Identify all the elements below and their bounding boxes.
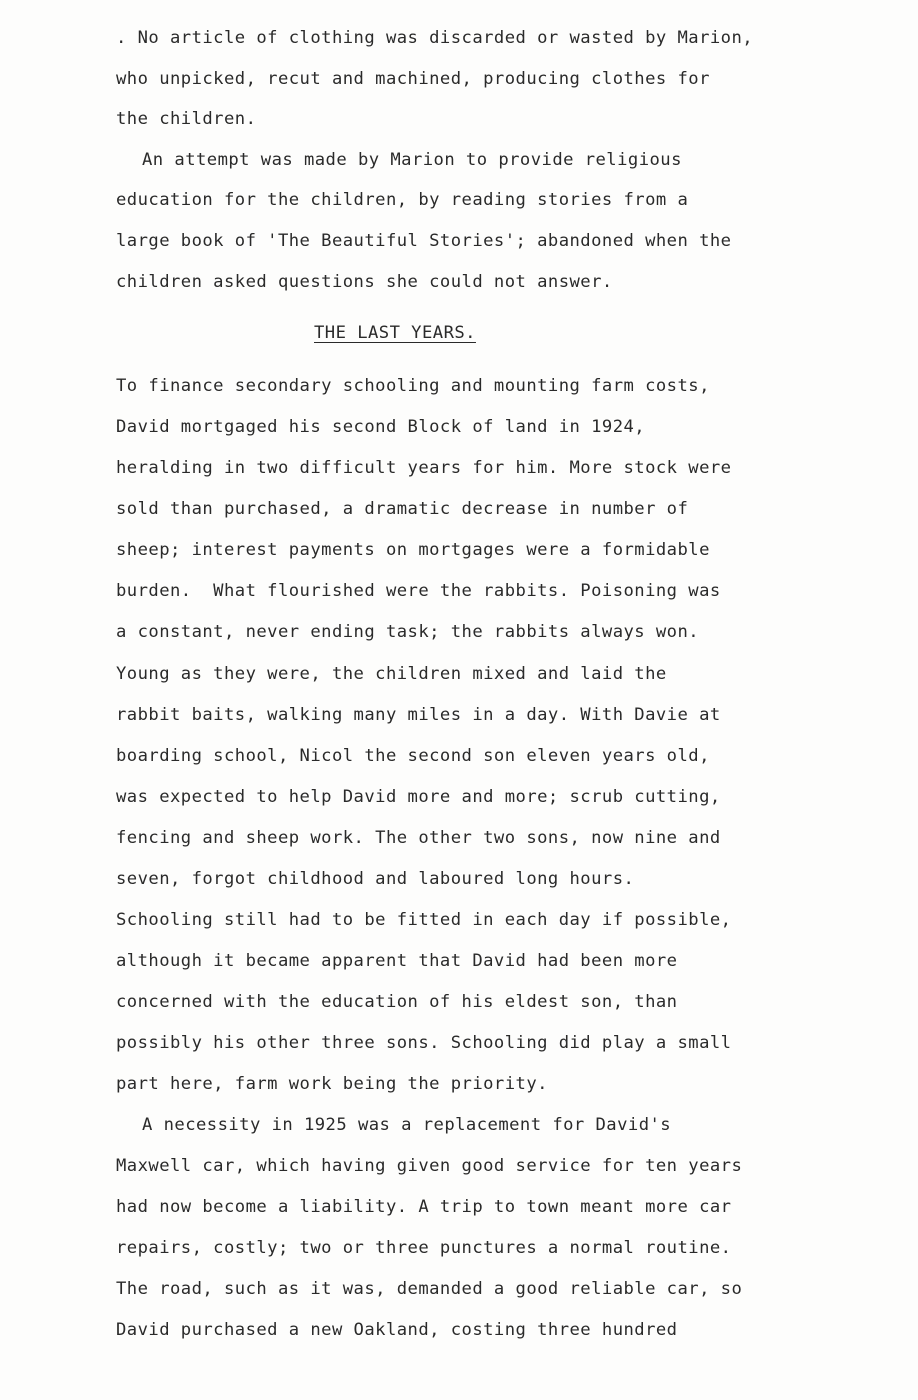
- text-line: a constant, never ending task; the rabbits always won.: [116, 622, 700, 642]
- text-line: An attempt was made by Marion to provide religious: [142, 150, 682, 170]
- text-line: David mortgaged his second Block of land in 1924,: [116, 417, 646, 437]
- section-heading: THE LAST YEARS.: [314, 323, 476, 343]
- text-line: was expected to help David more and more; scrub cutting,: [116, 787, 721, 807]
- text-line: although it became apparent that David had been more: [116, 951, 678, 971]
- text-line: . No article of clothing was discarded or wasted by Marion,: [116, 28, 754, 48]
- text-line: repairs, costly; two or three punctures a normal routine.: [116, 1238, 732, 1258]
- text-line: who unpicked, recut and machined, producing clothes for: [116, 69, 710, 89]
- text-line: concerned with the education of his eldest son, than: [116, 992, 678, 1012]
- text-line: part here, farm work being the priority.: [116, 1074, 548, 1094]
- text-line: A necessity in 1925 was a replacement for David's: [142, 1115, 672, 1135]
- text-line: possibly his other three sons. Schooling did play a small: [116, 1033, 732, 1053]
- text-line: Schooling still had to be fitted in each day if possible,: [116, 910, 732, 930]
- text-line: Young as they were, the children mixed and laid the: [116, 664, 667, 684]
- text-line: boarding school, Nicol the second son eleven years old,: [116, 746, 710, 766]
- text-line: seven, forgot childhood and laboured long hours.: [116, 869, 635, 889]
- text-line: The road, such as it was, demanded a good reliable car, so: [116, 1279, 743, 1299]
- text-line: large book of 'The Beautiful Stories'; abandoned when the: [116, 231, 732, 251]
- text-line: rabbit baits, walking many miles in a day. With Davie at: [116, 705, 721, 725]
- text-line: children asked questions she could not answer.: [116, 272, 613, 292]
- text-line: heralding in two difficult years for him. More stock were: [116, 458, 732, 478]
- text-line: the children.: [116, 109, 257, 129]
- text-line: sheep; interest payments on mortgages were a formidable: [116, 540, 710, 560]
- text-line: education for the children, by reading stories from a: [116, 190, 689, 210]
- text-line: David purchased a new Oakland, costing three hundred: [116, 1320, 678, 1340]
- text-line: sold than purchased, a dramatic decrease in number of: [116, 499, 689, 519]
- text-line: Maxwell car, which having given good service for ten years: [116, 1156, 743, 1176]
- text-line: To finance secondary schooling and mounting farm costs,: [116, 376, 710, 396]
- text-line: burden. What flourished were the rabbits. Poisoning was: [116, 581, 721, 601]
- text-line: had now become a liability. A trip to town meant more car: [116, 1197, 732, 1217]
- text-line: fencing and sheep work. The other two sons, now nine and: [116, 828, 721, 848]
